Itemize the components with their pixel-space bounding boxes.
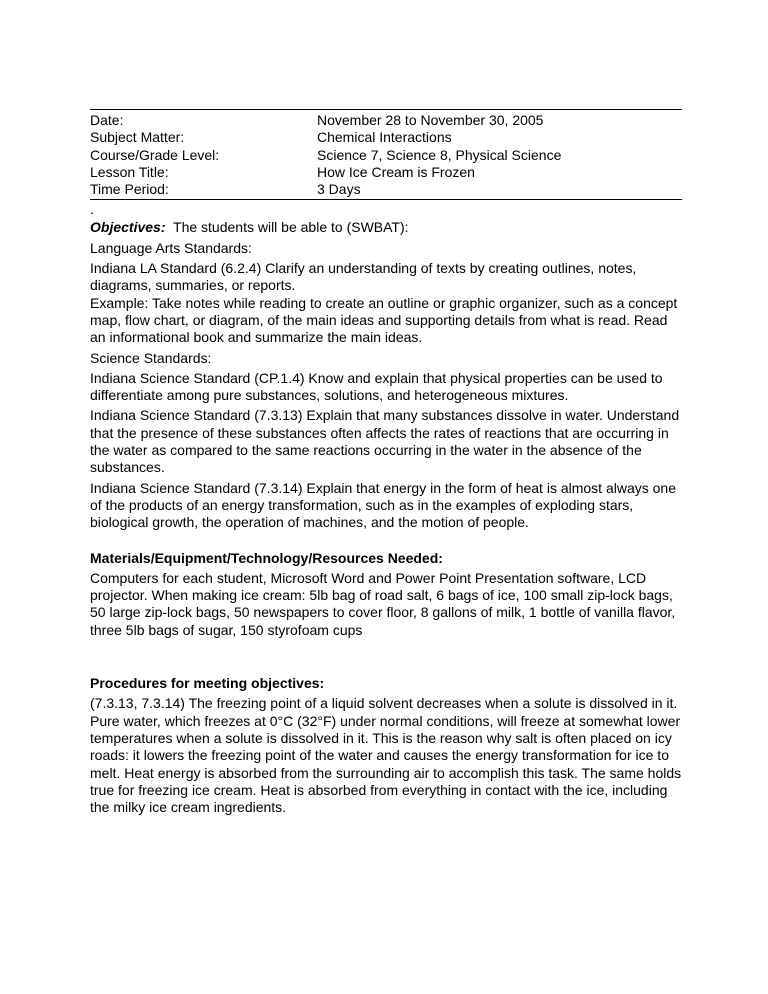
info-label: Subject Matter: [90,129,185,146]
info-value: November 28 to November 30, 2005 [317,112,544,128]
science-standards-heading: Science Standards: [90,349,212,366]
info-value: 3 Days [317,181,361,198]
info-value: Science 7, Science 8, Physical Science [317,146,562,163]
info-label: Lesson Title: [90,163,169,180]
info-row-course [90,147,682,164]
materials-body: Computers for each student, Microsoft Word and Power Point Presentation software, LCD projector. When making ice cream: 5lb bag of road salt, 6 bags of ice, 100 small zip-lock bags, 50 large zip-lock bags, 50 newspapers to cover floor, 8 gallons of milk, 1 bottle of vanilla flavor, three 5lb bags of sugar, 150 styrofoam cups [90,569,676,638]
objectives-label: Objectives [90,219,161,236]
lesson-info-table [90,109,682,200]
procedures-body: (7.3.13, 7.3.14) The freezing point of a liquid solvent decreases when a solute is dissolved in it. Pure water, which freezes at 0°C (32°F) under normal conditions, will freeze at somewhat lower temperatures when a solute is dissolved in it. This is the reason why salt is often placed on icy roads: it lowers the freezing point of the water and causes the energy transformation for ice to melt. Heat energy is absorbed from the surrounding air to accomplish this task. The same holds true for freezing ice cream. Heat is absorbed from everything in contact with the ice, including the milky ice cream ingredients. [90,695,682,816]
la-standard-624: Indiana LA Standard (6.2.4) Clarify an understanding of texts by creating outlines, notes, diagrams, summaries, or reports. [90,260,637,294]
info-row-time-period [90,181,682,198]
info-row-date [90,112,682,129]
science-standard-7314: Indiana Science Standard (7.3.14) Explain that energy in the form of heat is almost always one of the products of an energy transformation, such as in the examples of exploding stars, biological growth, the operation of machines, and the motion of people. [90,479,677,531]
science-standard-7313: Indiana Science Standard (7.3.13) Explain that many substances dissolve in water. Understand that the presence of these substances often affects the rates of reactions that are occurring in the water as compared to the same reactions occurring in the water in the absence of the substances. [90,407,680,476]
la-example: Example: Take notes while reading to create an outline or graphic organizer, such as a concept map, flow chart, or diagram, of the main ideas and supporting details from what is read. Read an informational book and summarize the main ideas. [90,294,678,346]
objectives-intro-text: The students will be able to (SWBAT): [165,219,409,236]
procedures-heading: Procedures for meeting objectives: [90,675,325,692]
materials-heading: Materials/Equipment/Technology/Resources Needed: [90,549,443,566]
info-row-subject [90,129,682,146]
objectives-intro [90,219,682,236]
info-value: How Ice Cream is Frozen [317,163,475,180]
science-standard-cp14: Indiana Science Standard (CP.1.4) Know and explain that physical properties can be used to differentiate among pure substances, solutions, and heterogeneous mixtures. [90,369,663,404]
info-label: Time Period: [90,181,169,198]
lesson-plan-page [90,109,682,816]
la-standards-heading: Language Arts Standards: [90,239,252,256]
info-row-lesson-title [90,164,682,181]
objectives-colon: : [160,219,166,236]
info-value: Chemical Interactions [317,129,452,146]
info-label: Course/Grade Level: [90,146,220,163]
info-label: Date: [90,112,124,128]
stray-dot: . [90,201,94,218]
